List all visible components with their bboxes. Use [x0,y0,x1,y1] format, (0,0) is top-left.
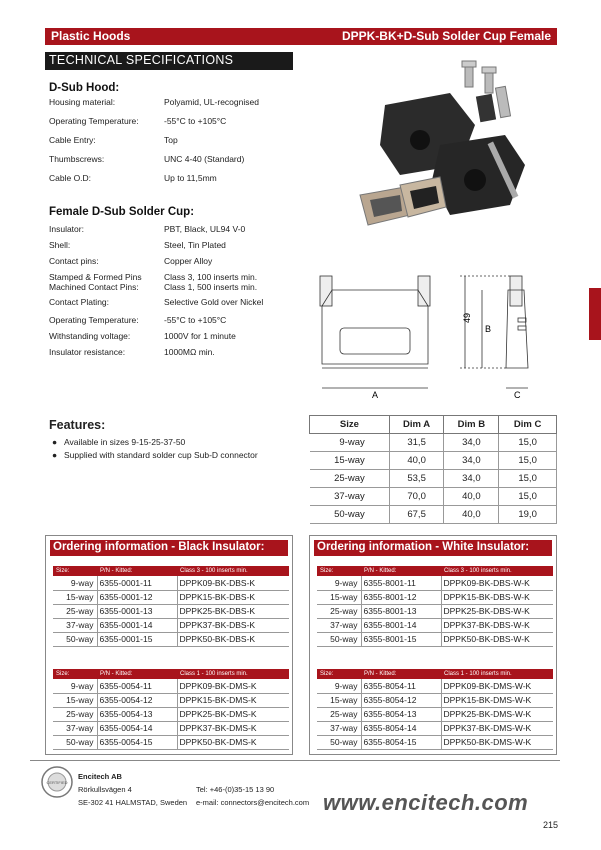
dims-cell: 15,0 [499,452,557,470]
order-cell: 25-way [53,707,97,721]
order-cell: 25-way [317,707,361,721]
spec-label: Operating Temperature: [49,315,139,325]
order-cell: 6355-0054-14 [97,721,177,735]
order-cell: 6355-8001-14 [361,618,441,632]
order-white-table-2 [317,669,553,750]
bullet-icon: ● [52,450,58,460]
seal-text: CERTIFIED [46,780,68,785]
order-cell: 15-way [53,693,97,707]
order-cell: 6355-8054-12 [361,693,441,707]
dim-label-a: A [372,390,379,400]
dim-label-c: C [514,390,521,400]
order-cell: DPPK15-BK-DMS-K [177,693,289,707]
order-cell: DPPK09-BK-DBS-K [177,576,289,590]
table-row [317,590,553,604]
table-row [53,618,289,632]
spec-label: Thumbscrews: [49,154,105,164]
footer-website[interactable]: www.encitech.com [323,790,529,815]
order-header-cell: P/N - Kitted: [361,566,441,576]
table-row [317,679,553,693]
dims-header-cell: Size [310,416,390,434]
spec-label: Withstanding voltage: [49,331,131,341]
table-row [310,488,557,506]
order-cell: 9-way [53,679,97,693]
order-cell: 37-way [317,618,361,632]
dims-cell: 40,0 [389,452,444,470]
order-header-cell: Size: [317,566,361,576]
order-cell: DPPK37-BK-DMS-W-K [441,721,553,735]
screw-icon-right [482,67,496,93]
spec-value: Class 3, 100 inserts min. [164,272,258,282]
footer-email[interactable]: e-mail: connectors@encitech.com [196,798,310,807]
spec-value: PBT, Black, UL94 V-0 [164,224,246,234]
spec-value: Class 1, 500 inserts min. [164,282,258,292]
spec-label: Insulator resistance: [49,347,126,357]
order-cell: 15-way [317,590,361,604]
screw-icon-left [462,61,476,87]
bullet-icon: ● [52,437,58,447]
order-header-cell: P/N - Kitted: [361,669,441,679]
order-cell: 6355-0001-12 [97,590,177,604]
order-header-cell: Class 3 - 100 inserts min. [441,566,553,576]
dims-cell: 15,0 [499,470,557,488]
table-row [53,707,289,721]
table-row [317,618,553,632]
table-row [310,470,557,488]
order-cell: 9-way [317,679,361,693]
order-black-table-2 [53,669,289,750]
table-row [317,604,553,618]
order-cell: DPPK50-BK-DMS-K [177,735,289,749]
order-cell: DPPK37-BK-DBS-K [177,618,289,632]
spec-label: Cable O.D: [49,173,92,183]
dims-cell: 53,5 [389,470,444,488]
spec-label: Operating Temperature: [49,116,139,126]
order-cell: DPPK25-BK-DBS-K [177,604,289,618]
dims-cell: 19,0 [499,506,557,524]
footer-city: SE-302 41 HALMSTAD, Sweden [78,798,188,807]
footer-company: Encitech AB [78,772,122,781]
order-cell: DPPK09-BK-DMS-K [177,679,289,693]
order-cell: 6355-0001-15 [97,632,177,646]
feature-text: Supplied with standard solder cup Sub-D connector [64,450,258,460]
order-cell: 37-way [53,721,97,735]
spec-value: 1000V for 1 minute [164,331,236,341]
order-cell: 6355-8001-15 [361,632,441,646]
dims-cell: 15-way [310,452,390,470]
header-product: DPPK-BK+D-Sub Solder Cup Female [341,29,551,43]
cup-title: Female D-Sub Solder Cup: [49,206,195,218]
hood-title: D-Sub Hood: [49,82,120,94]
table-row [310,434,557,452]
order-cell: 6355-8054-13 [361,707,441,721]
order-cell: 25-way [317,604,361,618]
order-cell: 6355-0001-13 [97,604,177,618]
spec-value: Selective Gold over Nickel [164,297,264,307]
order-cell: DPPK50-BK-DBS-K [177,632,289,646]
spec-value: Polyamid, UL-recognised [164,97,259,107]
order-cell: 6355-0001-11 [97,576,177,590]
order-cell: 6355-0054-15 [97,735,177,749]
order-white-table-1 [317,566,553,647]
table-row [317,632,553,646]
order-header-cell: Size: [53,566,97,576]
table-row [317,735,553,749]
table-row [53,679,289,693]
order-cell: DPPK37-BK-DBS-W-K [441,618,553,632]
order-cell: 9-way [53,576,97,590]
order-cell: 15-way [53,590,97,604]
order-header-cell: Class 1 - 100 inserts min. [441,669,553,679]
order-cell: DPPK37-BK-DMS-K [177,721,289,735]
order-header-cell: P/N - Kitted: [97,669,177,679]
order-cell: 6355-0054-12 [97,693,177,707]
table-row [53,604,289,618]
order-cell: 6355-8001-11 [361,576,441,590]
order-cell: DPPK25-BK-DBS-W-K [441,604,553,618]
table-row [53,721,289,735]
dims-header-cell: Dim A [389,416,444,434]
feature-item [52,437,292,447]
order-cell: DPPK50-BK-DBS-W-K [441,632,553,646]
feature-text: Available in sizes 9-15-25-37-50 [64,437,186,447]
dim-label-b: B [485,324,492,334]
order-header-cell: Size: [53,669,97,679]
order-black-title: Ordering information - Black Insulator: [50,540,288,556]
certification-seal-icon [40,765,74,799]
spec-value: Steel, Tin Plated [164,240,226,250]
table-row [53,576,289,590]
spec-label: Insulator: [49,224,84,234]
spec-value: 1000MΩ min. [164,347,215,357]
dims-cell: 37-way [310,488,390,506]
order-black-table-1 [53,566,289,647]
dims-cell: 31,5 [389,434,444,452]
order-cell: DPPK15-BK-DMS-W-K [441,693,553,707]
dims-cell: 70,0 [389,488,444,506]
order-cell: 37-way [53,618,97,632]
spec-label: Machined Contact Pins: [49,282,139,292]
spec-value: Copper Alloy [164,256,213,266]
order-cell: 9-way [317,576,361,590]
order-header-cell: P/N - Kitted: [97,566,177,576]
header-category: Plastic Hoods [51,29,131,43]
table-row [317,693,553,707]
table-row [53,590,289,604]
spec-value: Up to 11,5mm [164,173,217,183]
order-cell: 6355-8054-11 [361,679,441,693]
order-cell: DPPK09-BK-DMS-W-K [441,679,553,693]
order-cell: 6355-0054-11 [97,679,177,693]
dims-cell: 25-way [310,470,390,488]
order-cell: DPPK25-BK-DMS-W-K [441,707,553,721]
technical-drawing [310,268,550,418]
dims-cell: 34,0 [444,452,499,470]
spec-value: Top [164,135,178,145]
spec-value: UNC 4-40 (Standard) [164,154,245,164]
dims-cell: 34,0 [444,470,499,488]
dims-cell: 9-way [310,434,390,452]
header-bar [45,28,557,45]
table-row [53,632,289,646]
dims-cell: 40,0 [444,506,499,524]
order-cell: 6355-8001-12 [361,590,441,604]
order-cell: 50-way [53,735,97,749]
dims-header-cell: Dim B [444,416,499,434]
order-box-black [45,535,293,755]
section-title-tech: TECHNICAL SPECIFICATIONS [45,52,293,70]
order-cell: 15-way [317,693,361,707]
order-cell: DPPK25-BK-DMS-K [177,707,289,721]
spec-label: Stamped & Formed Pins [49,272,142,282]
spec-label: Cable Entry: [49,135,96,145]
order-cell: 6355-0054-13 [97,707,177,721]
table-row [53,693,289,707]
order-cell: 6355-8054-14 [361,721,441,735]
order-cell: 37-way [317,721,361,735]
table-row [310,452,557,470]
order-cell: 6355-8001-13 [361,604,441,618]
order-header-cell: Class 3 - 100 inserts min. [177,566,289,576]
order-cell: DPPK50-BK-DMS-W-K [441,735,553,749]
footer-divider [30,760,560,761]
order-header-cell: Class 1 - 100 inserts min. [177,669,289,679]
dims-header-cell: Dim C [499,416,557,434]
spec-label: Shell: [49,240,71,250]
side-tab [589,288,601,340]
dim-label-49: 49 [462,312,472,323]
footer-tel: Tel: +46-(0)35-15 13 90 [196,785,275,794]
dims-cell: 50-way [310,506,390,524]
table-row [310,506,557,524]
order-cell: 50-way [317,632,361,646]
dims-table [309,415,557,524]
order-box-white [309,535,557,755]
spec-value: -55°C to +105°C [164,315,227,325]
footer-street: Rörkullsvägen 4 [78,785,132,794]
order-cell: 25-way [53,604,97,618]
feature-item [52,450,292,460]
order-cell: DPPK15-BK-DBS-W-K [441,590,553,604]
product-photo [300,55,560,240]
dims-cell: 34,0 [444,434,499,452]
order-cell: 6355-0001-14 [97,618,177,632]
dims-cell: 15,0 [499,434,557,452]
spec-value: -55°C to +105°C [164,116,227,126]
spec-label: Housing material: [49,97,116,107]
table-row [317,721,553,735]
order-cell: 50-way [53,632,97,646]
spec-label: Contact pins: [49,256,99,266]
dsub-connector-right [400,177,446,217]
page-number: 215 [543,820,559,830]
spec-label: Contact Plating: [49,297,110,307]
table-row [317,576,553,590]
dims-cell: 67,5 [389,506,444,524]
order-white-title: Ordering information - White Insulator: [314,540,552,556]
order-cell: 6355-8054-15 [361,735,441,749]
dims-cell: 40,0 [444,488,499,506]
table-row [53,735,289,749]
order-cell: DPPK09-BK-DBS-W-K [441,576,553,590]
order-cell: DPPK15-BK-DBS-K [177,590,289,604]
dims-cell: 15,0 [499,488,557,506]
order-cell: 50-way [317,735,361,749]
table-row [317,707,553,721]
order-header-cell: Size: [317,669,361,679]
features-title: Features: [49,418,106,432]
